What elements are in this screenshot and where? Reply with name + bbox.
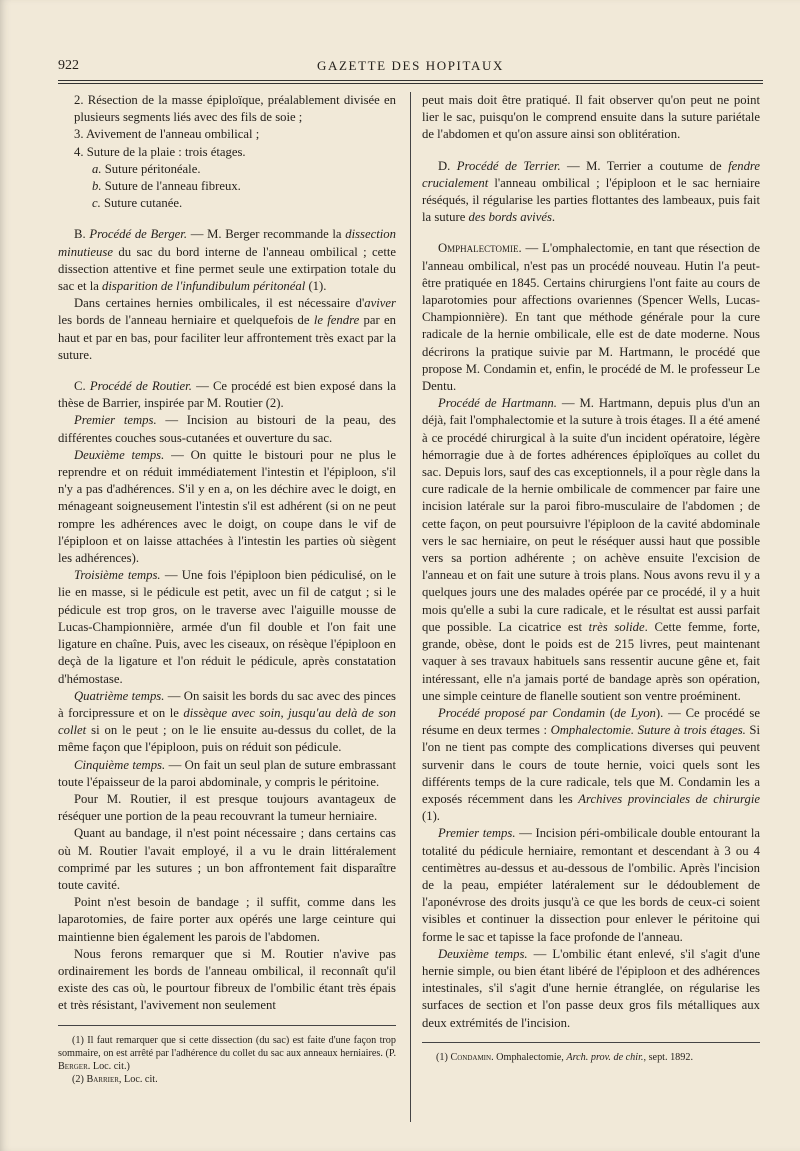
paragraph: Point n'est besoin de bandage ; il suffit, comme dans les laparotomies, de faire porter aux opérés une large ceinture qui maintienne bien également les parois de l'abdomen.	[58, 895, 396, 944]
footnote-rule	[422, 1042, 760, 1043]
footnote: (1) Condamin. Omphalectomie, Arch. prov. de chir., sept. 1892.	[436, 1051, 694, 1063]
section-berger: B. Procédé de Berger. — M. Berger recommande la dissection minutieuse du sac du bord interne de l'anneau ombilical ; cette dissection attentive et fine permet seule une extirpation totale du sac et la disparition de l'infundibulum péritonéal (1).	[58, 227, 396, 294]
paragraph: Procédé de Hartmann. — M. Hartmann, depuis plus d'un an déjà, fait l'omphalectomie et la suture à trois étages. Il a été amené à ce procédé chirurgical à la suite d'un incident opératoire, légère hémorragie due à de fortes adhérences épiploïques au collet du sac. Depuis lors, sauf des cas exceptionnels, il a pour règle dans la cure radicale de la hernie ombilicale de commencer par faire une incision latérale sur la paroi fibro-musculaire de l'abdomen ; de cette façon, on peut poursuivre l'épiploon de la cavité abdominale vers le sac herniaire, on peut le réséquer aussi haut que possible vers sa portion adhérente ; on achève ensuite l'excision de l'anneau et on fait une suture à trois plans. Nous avons revu il y a quelques jours une des malades opérée par ce procédé, il y a huit mois qu'elle a subi la cure radicale, et le résultat est aussi parfait que possible. La cicatrice est très solide. Cette femme, forte, grande, obèse, dont le poids est de 215 livres, peut maintenant vaquer à ses travaux habituels sans ressentir aucune gêne et, fait intéressant, elle n'a jamais porté de bandage après son opération, une simple ceinture de flanelle soutient son ventre proéminent.	[422, 396, 760, 703]
paragraph: Deuxième temps. — L'ombilic étant enlevé, s'il s'agit d'une hernie simple, ou bien étant libéré de l'épiploon et des adhérences intestinales, s'il s'agit d'une hernie étranglée, on régularise les surfaces de section et l'on passe deux gros fils métalliques aux deux extrémités de l'incision.	[422, 946, 760, 1030]
paragraph: Procédé proposé par Condamin (de Lyon). — Ce procédé se résume en deux termes : Omphalectomie. Suture à trois étages. Si l'on ne tient pas compte des complications diverses qui peuvent survenir dans le cours de toute hernie, voici quels sont les différents temps de la cure radicale, tels que M. Condamin les a exposés récemment dans les Archives provinciales de chirurgie (1).	[422, 705, 760, 824]
left-column	[58, 92, 396, 1086]
paragraph: Nous ferons remarquer que si M. Routier n'avive pas ordinairement les bords de l'anneau ombilical, il reconnaît qu'il existe des cas où, le pourtour fibreux de l'ombilic étant très épais et très résistant, l'avivement non seulement	[58, 946, 396, 1013]
footnote: (2) Barrier, Loc. cit.	[72, 1074, 158, 1086]
column-rule	[410, 92, 411, 1122]
list-item: b. Suture de l'anneau fibreux.	[92, 179, 241, 194]
paragraph: Quatrième temps. — On saisit les bords du sac avec des pinces à forcipressure et on le dissèque avec soin, jusqu'au delà de son collet si on le peut ; on le lie ensuite au-dessus du collet, de la même façon que l'épiploon, puis on réduit son pédicule.	[58, 688, 397, 755]
paragraph: Pour M. Routier, il est presque toujours avantageux de réséquer une portion de la peau recouvrant la tumeur herniaire.	[58, 791, 396, 824]
paragraph: Cinquième temps. — On fait un seul plan de suture embrassant toute l'épaisseur de la paroi abdominale, y compris le péritoine.	[58, 757, 396, 789]
paragraph: Troisième temps. — Une fois l'épiploon bien pédiculisé, on le lie en masse, si le pédicule est petit, avec un fil de catgut ; si le pédicule est trop gros, on le traverse avec l'aiguille mousse de Lucas-Championnière, armée d'un fil double et l'on fait une ligature en chaîne. Puis, avec les ciseaux, on résèque l'épiploon en deçà de la ligature et l'on réduit le pédicule, après constatation d'hémostase.	[58, 568, 396, 686]
paragraph: 2. Résection de la masse épiploïque, préalablement divisée en plusieurs segments liés avec des fils de soie ;	[74, 93, 396, 125]
section-omphalectomie: Omphalectomie. — L'omphalectomie, en tant que résection de l'anneau ombilical, n'est pas un procédé nouveau. Hutin l'a peut-être pratiquée en 1845. Certains chirurgiens l'ont faite au cours de laparotomies pour affections ovariennes (Spencer Wells, Lucas-Championnière). En tant que méthode générale pour la cure radicale de la hernie ombilicale, elle est de date moderne. Nous décrirons la pratique suivie par M. Hartmann, le procédé que propose M. Condamin et, enfin, le procédé de M. le professeur Le Dentu.	[422, 241, 760, 394]
list-item: a. Suture péritonéale.	[92, 161, 201, 176]
footnote: (1) Il faut remarquer que si cette dissection (du sac) est faite d'une façon trop sommaire, on est arrêté par l'adhérence du collet du sac aux anneaux herniaires. (P. Berger. Loc. cit.)	[58, 1034, 396, 1072]
page-header	[58, 56, 763, 78]
paragraph: Premier temps. — Incision péri-ombilicale double entourant la totalité du pédicule herniaire, remontant et descendant à 3 ou 4 centimètres au-dessus et au-dessous de l'ombilic. Après l'incision de la peau, empiéter latéralement sur le dédoublement de l'aponévrose des droits jusqu'à ce que les bords de ceux-ci soient visibles et continuer la dissection pour enlever le péritoine qui forme le sac et tapisse la face profonde de l'anneau.	[422, 826, 760, 944]
list-item: c. Suture cutanée.	[92, 196, 183, 211]
paragraph: peut mais doit être pratiqué. Il fait observer qu'on peut ne point lier le sac, puisqu'on le comprend ensuite dans la suture pariétale de l'abdomen et qu'on assure ainsi son oblitération.	[422, 93, 760, 142]
page-number: 922	[58, 58, 79, 73]
paragraph: 4. Suture de la plaie : trois étages.	[74, 144, 246, 159]
paragraph: Deuxième temps. — On quitte le bistouri pour ne plus le reprendre et on réduit immédiatement l'intestin et l'épiploon, s'il n'y a pas d'adhérences. S'il y en a, on les déchire avec le doigt, en ménageant soigneusement l'intestin s'il est adhérent (si on ne peut rompre les adhérences avec le doigt, on coupe dans le vif de l'épiploon et on laisse attachées à l'intestin les parties où siègent les adhérences).	[58, 447, 396, 566]
paragraph: 3. Avivement de l'anneau ombilical ;	[74, 127, 260, 142]
right-column	[422, 92, 760, 1064]
header-rule	[58, 80, 763, 84]
paragraph: Dans certaines hernies ombilicales, il est nécessaire d'aviver les bords de l'anneau herniaire et quelquefois de le fendre par en haut et par en bas, pour faciliter leur affrontement très exact par la suture.	[58, 296, 396, 362]
paragraph: Premier temps. — Incision au bistouri de la peau, des différentes couches sous-cutanées et ouverture du sac.	[58, 413, 396, 445]
paragraph: Quant au bandage, il n'est point nécessaire ; dans certains cas où M. Routier l'avait employé, il a vu le drain littéralement comprimé par les sutures ; un bon affrontement fait disparaître toute cavité.	[58, 826, 396, 892]
footnote-rule	[58, 1025, 396, 1026]
section-terrier: D. Procédé de Terrier. — M. Terrier a coutume de fendre crucialement l'anneau ombilical ; l'épiploon et le sac herniaire réséqués, il régularise les parties flottantes des lambeaux, puis fait la suture des bords avivés.	[422, 158, 761, 225]
running-title: GAZETTE DES HOPITAUX	[317, 58, 504, 73]
section-routier: C. Procédé de Routier. — Ce procédé est bien exposé dans la thèse de Barrier, inspirée par M. Routier (2).	[58, 379, 397, 411]
